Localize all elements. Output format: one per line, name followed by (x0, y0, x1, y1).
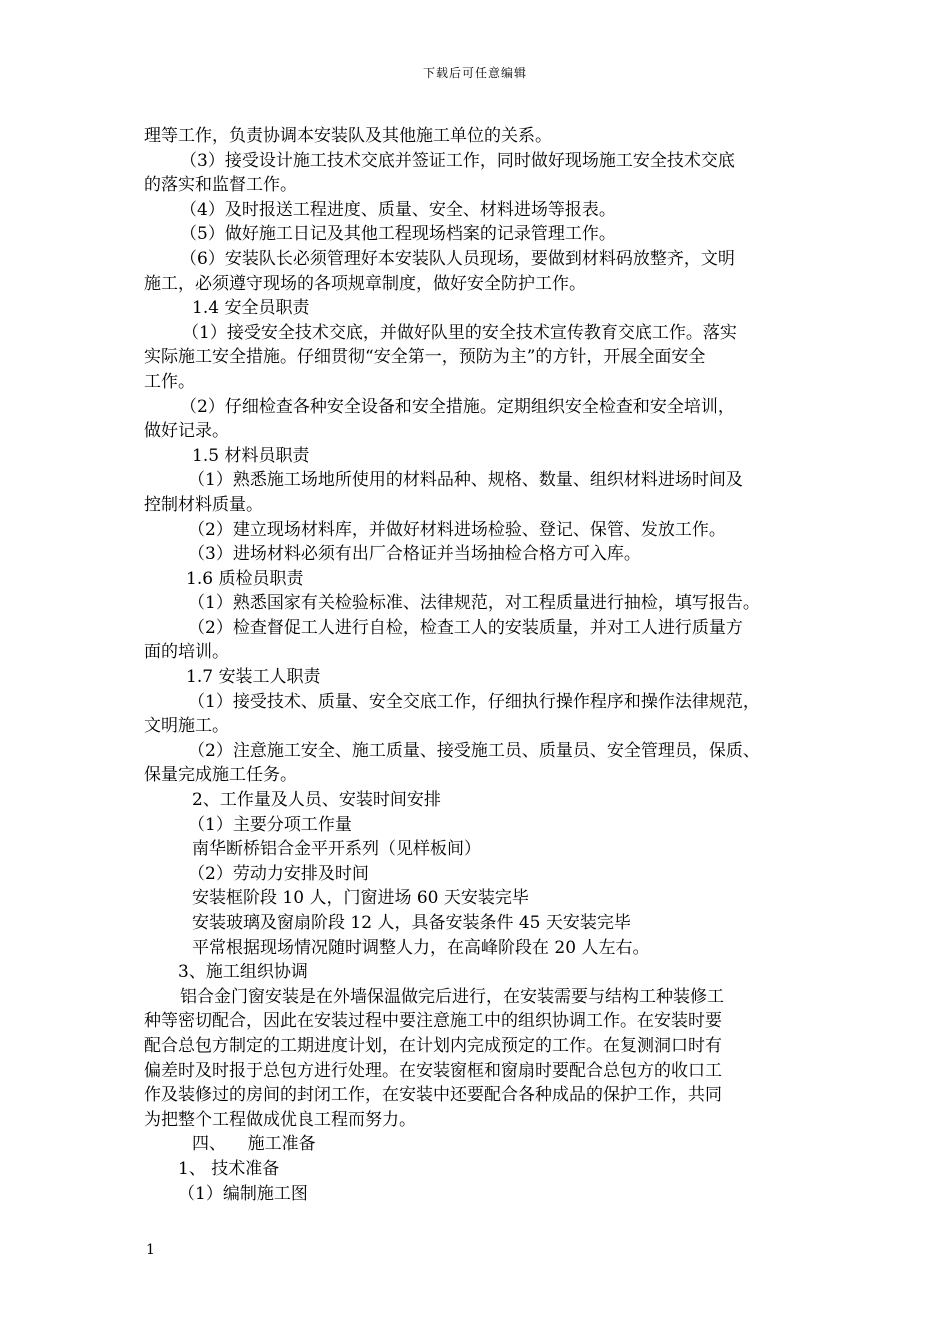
paragraph-line: （3）接受设计施工技术交底并签证工作，同时做好现场施工安全技术交底 (180, 150, 735, 171)
paragraph-line: 铝合金门窗安装是在外墙保温做完后进行，在安装需要与结构工种装修工 (180, 986, 724, 1007)
paragraph-line: （6）安装队长必须管理好本安装队人员现场，要做到材料码放整齐，文明 (180, 248, 735, 269)
paragraph-line: 工作。 (144, 371, 195, 392)
paragraph-line: 施工，必须遵守现场的各项规章制度，做好安全防护工作。 (144, 273, 586, 294)
paragraph-line: （2）建立现场材料库，并做好材料进场检验、登记、保管、发放工作。 (188, 519, 726, 540)
paragraph-line: （3）进场材料必须有出厂合格证并当场抽检合格方可入库。 (188, 544, 641, 565)
paragraph-line: （4）及时报送工程进度、质量、安全、材料进场等报表。 (180, 199, 616, 220)
page-header: 下载后可任意编辑 (422, 66, 527, 80)
paragraph-line: 文明施工。 (144, 716, 229, 737)
paragraph-line: （1）熟悉国家有关检验标准、法律规范，对工程质量进行抽检，填写报告。 (188, 593, 760, 614)
paragraph-line: 平常根据现场情况随时调整人力，在高峰阶段在 20 人左右。 (192, 937, 650, 958)
paragraph-line: （2）仔细检查各种安全设备和安全措施。定期组织安全检查和安全培训， (180, 396, 735, 417)
paragraph-line: （2）注意施工安全、施工质量、接受施工员、质量员、安全管理员，保质、 (188, 740, 760, 761)
section-heading: 1.4 安全员职责 (192, 298, 310, 319)
paragraph-line: （1）接受技术、质量、安全交底工作，仔细执行操作程序和操作法律规范， (188, 691, 760, 712)
paragraph-line: 南华断桥铝合金平开系列（见样板间） (192, 839, 481, 860)
document-body (144, 124, 824, 1206)
paragraph-line: （1）熟悉施工场地所使用的材料品种、规格、数量、组织材料进场时间及 (188, 470, 743, 491)
section-heading: 3、施工组织协调 (178, 962, 308, 983)
paragraph-line: 作及装修过的房间的封闭工作，在安装中还要配合各种成品的保护工作，共同 (144, 1085, 722, 1106)
paragraph-line: （1）编制施工图 (178, 1183, 308, 1204)
paragraph-line: 保量完成施工任务。 (144, 765, 297, 786)
section-heading: 1、 技术准备 (178, 1158, 280, 1179)
section-heading: 四、 施工准备 (192, 1134, 316, 1155)
section-heading: 2、工作量及人员、安装时间安排 (192, 790, 441, 811)
paragraph-line: 面的培训。 (144, 642, 229, 663)
paragraph-line: 做好记录。 (144, 421, 229, 442)
page-number: 1 (146, 1242, 155, 1258)
paragraph-line: （2）检查督促工人进行自检，检查工人的安装质量，并对工人进行质量方 (188, 617, 743, 638)
paragraph-line: 安装框阶段 10 人，门窗进场 60 天安装完毕 (192, 888, 529, 909)
paragraph-line: （1）主要分项工作量 (188, 814, 352, 835)
paragraph-line: 种等密切配合，因此在安装过程中要注意施工中的组织协调工作。在安装时要 (144, 1011, 722, 1032)
paragraph-line: （2）劳动力安排及时间 (188, 863, 369, 884)
section-heading: 1.6 质检员职责 (186, 568, 304, 589)
paragraph-line: 实际施工安全措施。仔细贯彻“安全第一，预防为主”的方针，开展全面安全 (144, 347, 706, 368)
section-heading: 1.5 材料员职责 (192, 445, 310, 466)
paragraph-line: （1）接受安全技术交底，并做好队里的安全技术宣传教育交底工作。落实 (182, 322, 737, 343)
paragraph-line: 安装玻璃及窗扇阶段 12 人，具备安装条件 45 天安装完毕 (192, 913, 631, 933)
section-heading: 1.7 安装工人职责 (186, 667, 321, 688)
paragraph-line: 偏差时及时报于总包方进行处理。在安装窗框和窗扇时要配合总包方的收口工 (144, 1060, 722, 1081)
paragraph-line: 的落实和监督工作。 (144, 175, 297, 196)
paragraph-line: （5）做好施工日记及其他工程现场档案的记录管理工作。 (180, 224, 616, 245)
paragraph-line: 配合总包方制定的工期进度计划，在计划内完成预定的工作。在复测洞口时有 (144, 1035, 722, 1056)
paragraph-line: 控制材料质量。 (144, 494, 263, 515)
paragraph-line: 理等工作，负责协调本安装队及其他施工单位的关系。 (144, 126, 552, 146)
paragraph-line: 为把整个工程做成优良工程而努力。 (144, 1109, 416, 1130)
